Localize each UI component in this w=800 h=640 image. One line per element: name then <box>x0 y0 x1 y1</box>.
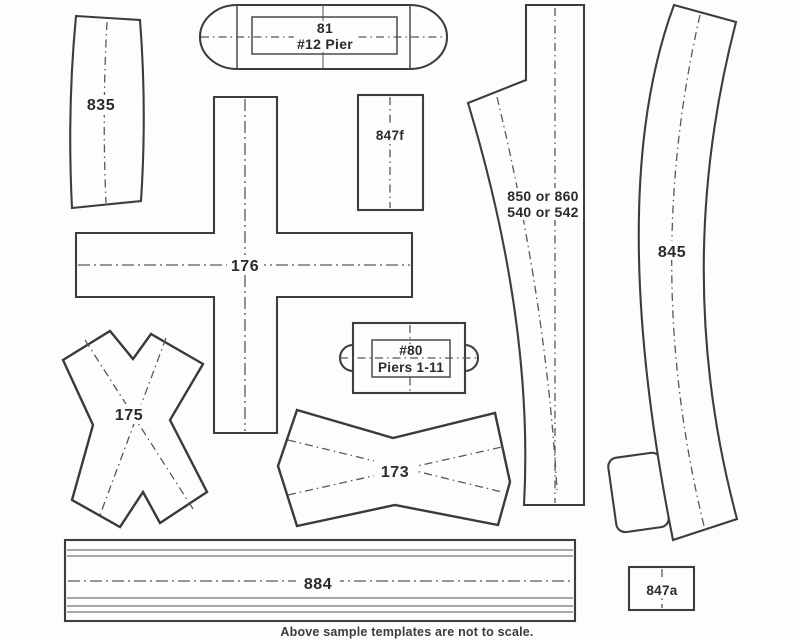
template-845-label: 845 <box>657 244 687 261</box>
template-80-piers <box>340 323 478 393</box>
template-173-label: 173 <box>380 464 410 481</box>
template-850-label-line2: 540 or 542 <box>507 204 579 220</box>
template-884-label: 884 <box>303 576 333 593</box>
template-81-pier <box>200 5 447 69</box>
template-80-label-line1: #80 <box>399 343 423 358</box>
template-175-outline <box>63 331 207 527</box>
template-847a <box>629 567 694 610</box>
sheet-caption: Above sample templates are not to scale. <box>280 625 534 639</box>
template-175 <box>63 331 207 527</box>
template-80-label-line2: Piers 1-11 <box>377 360 445 375</box>
template-173 <box>278 410 510 526</box>
template-847f <box>358 95 423 210</box>
template-176-label: 176 <box>230 258 260 275</box>
template-847a-label: 847a <box>646 583 678 598</box>
template-81-label-line2: #12 Pier <box>296 36 354 52</box>
template-175-label: 175 <box>114 407 144 424</box>
template-850-label-line1: 850 or 860 <box>507 188 579 204</box>
template-835 <box>70 16 144 208</box>
template-81-label-line1: 81 <box>316 20 334 36</box>
template-884 <box>65 540 575 621</box>
template-835-label: 835 <box>86 97 116 114</box>
template-847f-label: 847f <box>375 128 405 143</box>
